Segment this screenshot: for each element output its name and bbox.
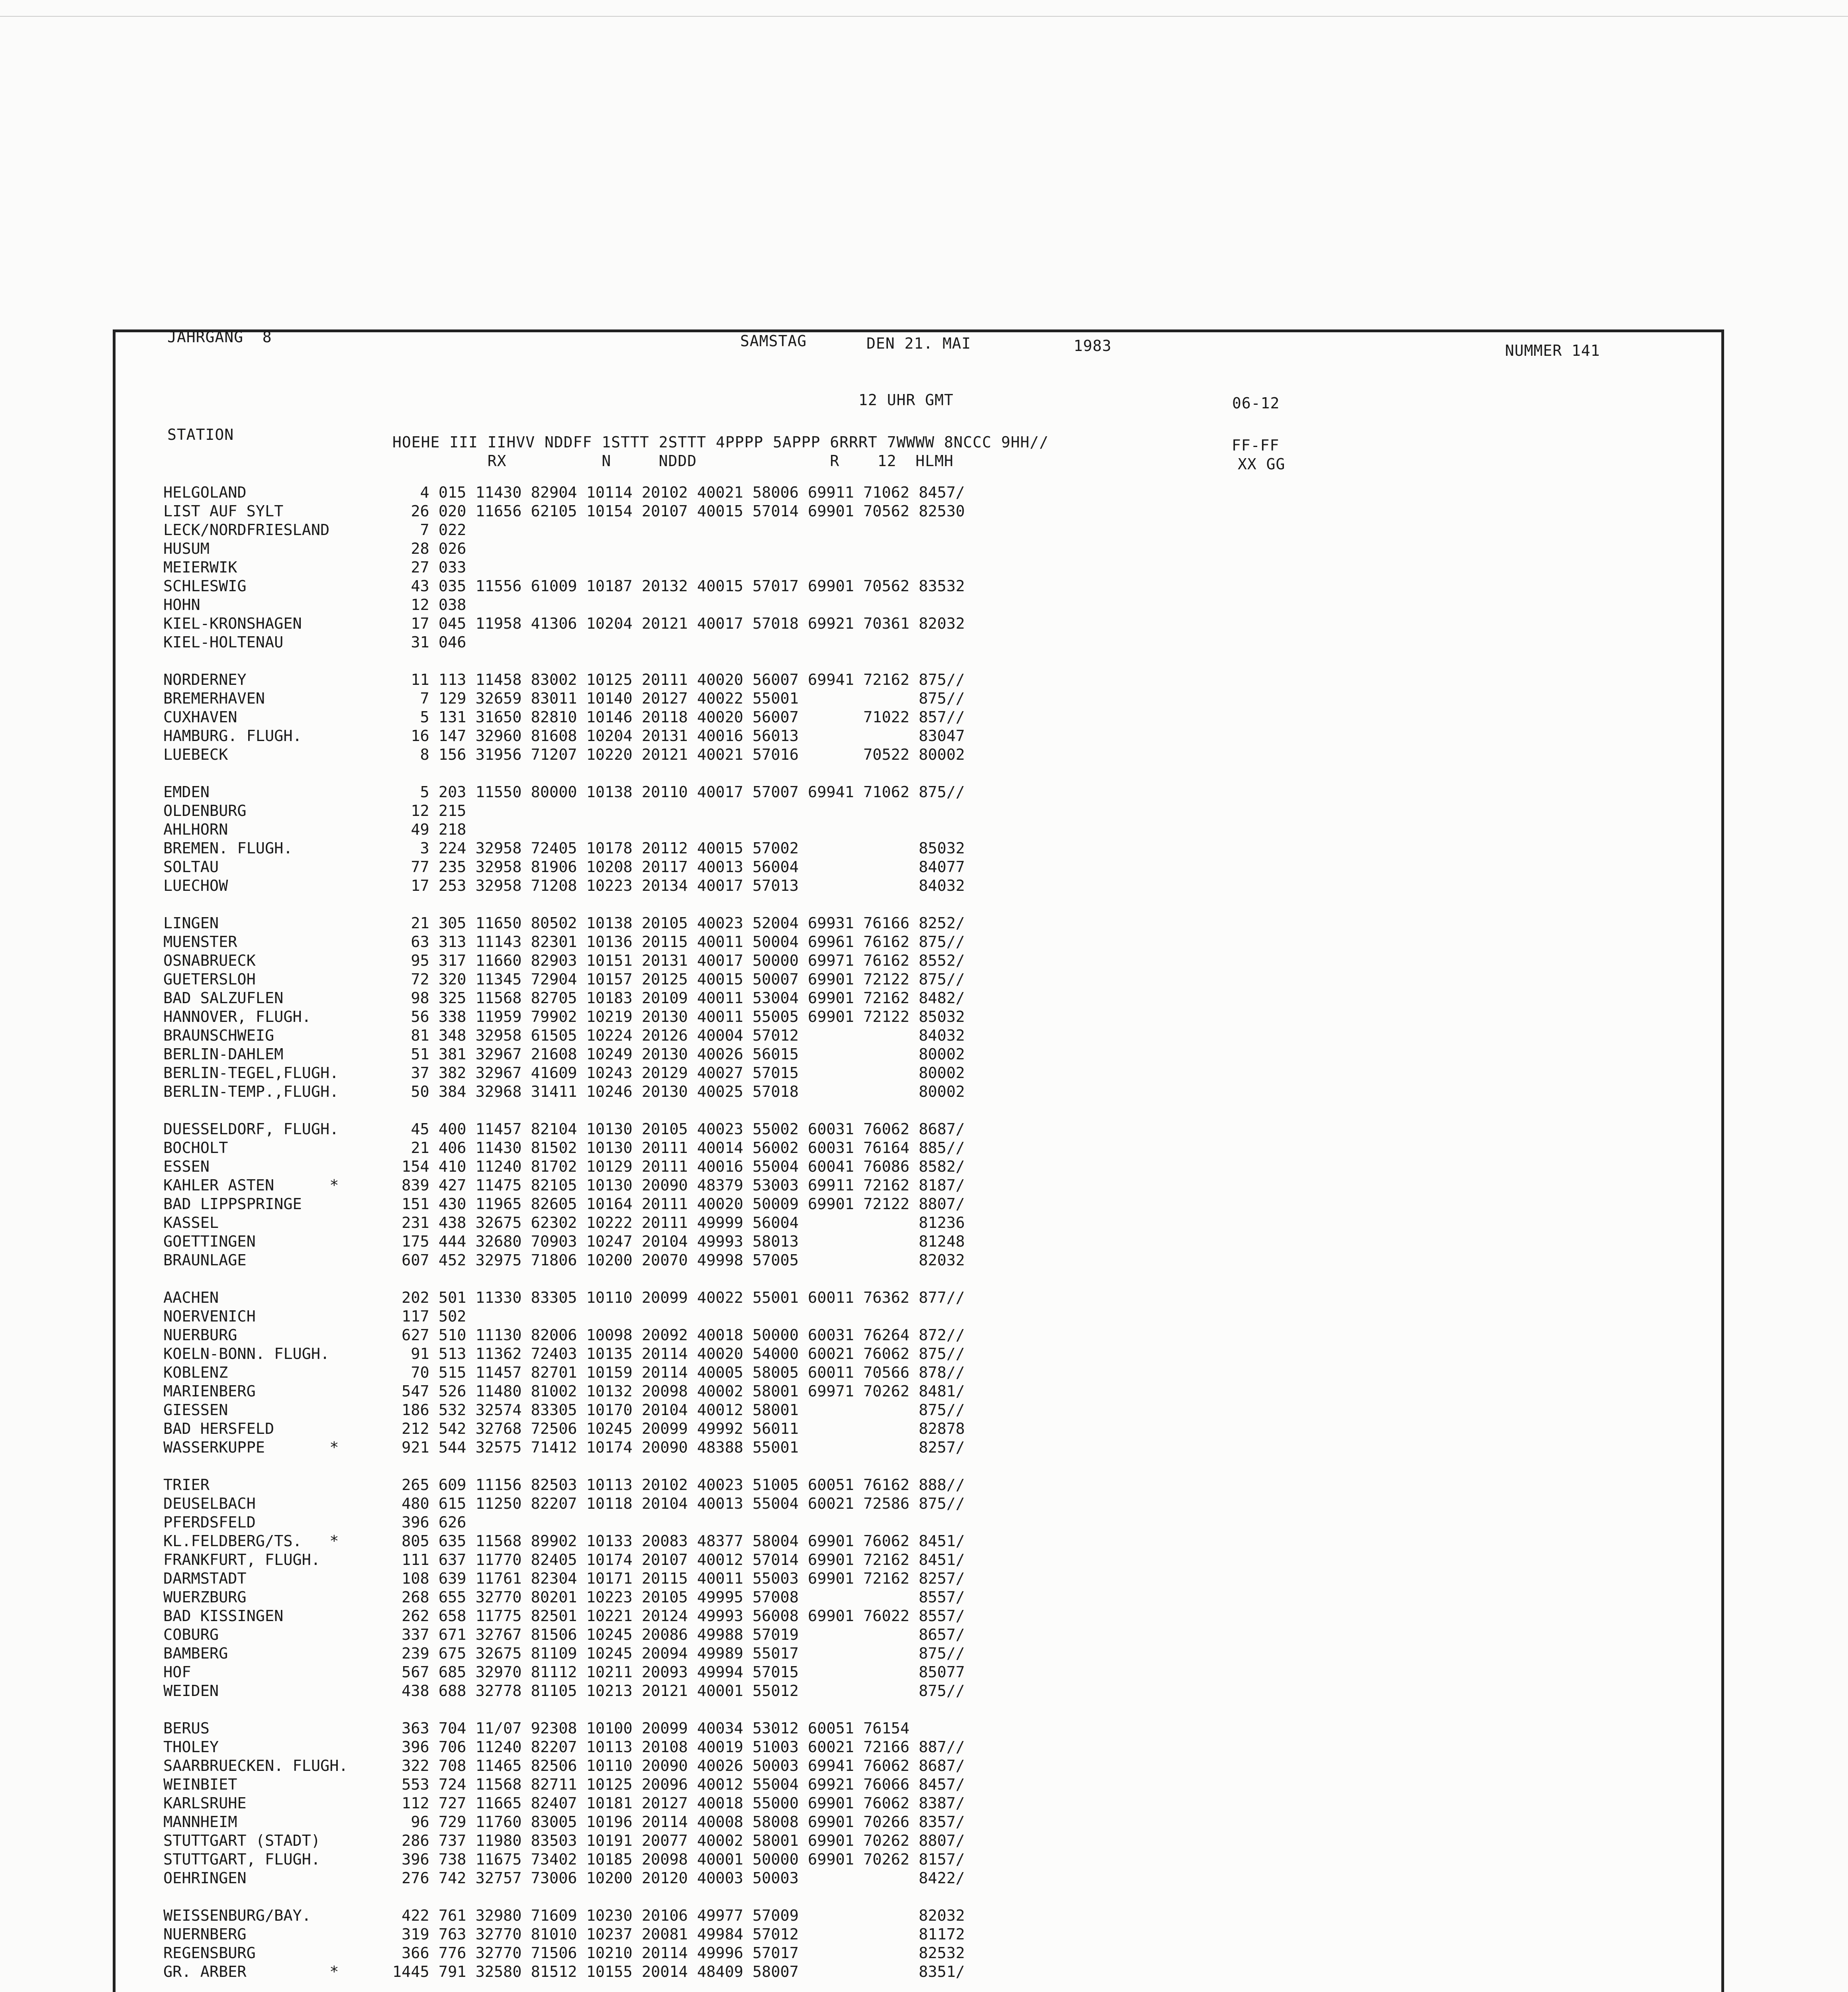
station-observation-codes: 4 015 11430 82904 10114 20102 40021 58006 69911 71062 8457/ bbox=[392, 484, 965, 502]
station-observation-codes: 21 305 11650 80502 10138 20105 40023 52004 69931 76166 8252/ bbox=[392, 914, 965, 932]
station-name: SCHLESWIG bbox=[163, 577, 247, 595]
station-name: WASSERKUPPE * bbox=[163, 1439, 339, 1457]
station-name: WEIDEN bbox=[163, 1682, 219, 1700]
station-name: BAD HERSFELD bbox=[163, 1420, 274, 1438]
station-observation-codes: 50 384 32968 31411 10246 20130 40025 57018 80002 bbox=[392, 1083, 965, 1101]
station-observation-codes: 396 738 11675 73402 10185 20098 40001 50000 69901 70262 8157/ bbox=[392, 1851, 965, 1868]
station-observation-codes: 154 410 11240 81702 10129 20111 40016 55004 60041 76086 8582/ bbox=[392, 1158, 965, 1176]
station-name: STUTTGART (STADT) bbox=[163, 1832, 321, 1850]
station-name: BAD LIPPSPRINGE bbox=[163, 1195, 302, 1213]
weekday-label: SAMSTAG bbox=[740, 332, 807, 350]
volume-label: JAHRGANG 8 bbox=[167, 328, 272, 346]
station-observation-codes: 91 513 11362 72403 10135 20114 40020 54000 60021 76062 875// bbox=[392, 1345, 965, 1363]
station-name: SAARBRUECKEN. FLUGH. bbox=[163, 1757, 348, 1775]
station-name: NUERBURG bbox=[163, 1326, 237, 1344]
station-name: DEUSELBACH bbox=[163, 1495, 256, 1513]
station-name: MEIERWIK bbox=[163, 559, 237, 576]
station-observation-codes: 49 218 bbox=[392, 821, 466, 839]
station-name: KIEL-KRONSHAGEN bbox=[163, 615, 302, 633]
station-name: GOETTINGEN bbox=[163, 1233, 256, 1251]
date-label: DEN 21. MAI bbox=[866, 335, 971, 352]
station-observation-codes: 98 325 11568 82705 10183 20109 40011 53004 69901 72162 8482/ bbox=[392, 989, 965, 1007]
station-name: PFERDSFELD bbox=[163, 1514, 256, 1531]
station-name: KARLSRUHE bbox=[163, 1794, 247, 1812]
station-name: MARIENBERG bbox=[163, 1382, 256, 1400]
station-observation-codes: 63 313 11143 82301 10136 20115 40011 50004 69961 76162 875// bbox=[392, 933, 965, 951]
station-observation-codes: 12 215 bbox=[392, 802, 466, 820]
station-name: NUERNBERG bbox=[163, 1925, 247, 1943]
station-observation-codes: 28 026 bbox=[392, 540, 466, 558]
station-observation-codes: 16 147 32960 81608 10204 20131 40016 56013 83047 bbox=[392, 727, 965, 745]
station-name: WUERZBURG bbox=[163, 1588, 247, 1606]
station-name: LIST AUF SYLT bbox=[163, 502, 284, 520]
station-name: BREMERHAVEN bbox=[163, 690, 265, 708]
station-name: AHLHORN bbox=[163, 821, 228, 839]
station-observation-codes: 480 615 11250 82207 10118 20104 40013 55004 60021 72586 875// bbox=[392, 1495, 965, 1513]
station-observation-codes: 268 655 32770 80201 10223 20105 49995 57008 8557/ bbox=[392, 1588, 965, 1606]
station-name: LUECHOW bbox=[163, 877, 228, 895]
station-observation-codes: 1445 791 32580 81512 10155 20014 48409 58007 8351/ bbox=[392, 1963, 965, 1981]
wind-gust-subheader: XX GG bbox=[1238, 455, 1286, 473]
station-name: STUTTGART, FLUGH. bbox=[163, 1851, 321, 1868]
station-name: LUEBECK bbox=[163, 746, 228, 764]
station-name: LINGEN bbox=[163, 914, 219, 932]
station-name: THOLEY bbox=[163, 1738, 219, 1756]
wind-gust-header: FF-FF bbox=[1232, 437, 1280, 454]
station-observation-codes: 396 626 bbox=[392, 1514, 466, 1531]
station-observation-codes: 96 729 11760 83005 10196 20114 40008 58008 69901 70266 8357/ bbox=[392, 1813, 965, 1831]
station-observation-codes: 117 502 bbox=[392, 1308, 466, 1325]
station-observation-codes: 81 348 32958 61505 10224 20126 40004 57012 84032 bbox=[392, 1027, 965, 1045]
station-observation-codes: 95 317 11660 82903 10151 20131 40017 50000 69971 76162 8552/ bbox=[392, 952, 965, 970]
station-name: NORDERNEY bbox=[163, 671, 247, 689]
station-name: LECK/NORDFRIESLAND bbox=[163, 521, 330, 539]
station-name: HELGOLAND bbox=[163, 484, 247, 502]
station-observation-codes: 186 532 32574 83305 10170 20104 40012 58001 875// bbox=[392, 1401, 965, 1419]
station-observation-codes: 231 438 32675 62302 10222 20111 49999 56004 81236 bbox=[392, 1214, 965, 1232]
station-name: WEISSENBURG/BAY. bbox=[163, 1907, 311, 1925]
station-name: KL.FELDBERG/TS. * bbox=[163, 1532, 339, 1550]
station-observation-codes: 77 235 32958 81906 10208 20117 40013 56004 84077 bbox=[392, 858, 965, 876]
station-observation-codes: 45 400 11457 82104 10130 20105 40023 55002 60031 76062 8687/ bbox=[392, 1120, 965, 1138]
station-observation-codes: 27 033 bbox=[392, 559, 466, 576]
station-observation-codes: 17 045 11958 41306 10204 20121 40017 57018 69921 70361 82032 bbox=[392, 615, 965, 633]
station-name: BREMEN. FLUGH. bbox=[163, 839, 293, 857]
station-name: OEHRINGEN bbox=[163, 1869, 247, 1887]
station-observation-codes: 567 685 32970 81112 10211 20093 49994 57015 85077 bbox=[392, 1663, 965, 1681]
station-observation-codes: 111 637 11770 82405 10174 20107 40012 57014 69901 72162 8451/ bbox=[392, 1551, 965, 1569]
period-label: 06-12 bbox=[1232, 394, 1280, 412]
station-name: BERUS bbox=[163, 1719, 210, 1737]
station-name: FRANKFURT, FLUGH. bbox=[163, 1551, 321, 1569]
station-observation-codes: 239 675 32675 81109 10245 20094 49989 55017 875// bbox=[392, 1645, 965, 1663]
station-observation-codes: 438 688 32778 81105 10213 20121 40001 55012 875// bbox=[392, 1682, 965, 1700]
station-observation-codes: 422 761 32980 71609 10230 20106 49977 57009 82032 bbox=[392, 1907, 965, 1925]
station-observation-codes: 17 253 32958 71208 10223 20134 40017 57013 84032 bbox=[392, 877, 965, 895]
station-name: BOCHOLT bbox=[163, 1139, 228, 1157]
station-observation-codes: 322 708 11465 82506 10110 20090 40026 50003 69941 76062 8687/ bbox=[392, 1757, 965, 1775]
station-observation-codes: 553 724 11568 82711 10125 20096 40012 55004 69921 76066 8457/ bbox=[392, 1776, 965, 1794]
station-observation-codes: 319 763 32770 81010 10237 20081 49984 57012 81172 bbox=[392, 1925, 965, 1943]
station-name: ESSEN bbox=[163, 1158, 210, 1176]
station-name: KASSEL bbox=[163, 1214, 219, 1232]
code-column-subheaders: RX N NDDD R 12 HLMH bbox=[392, 452, 954, 470]
station-observation-codes: 151 430 11965 82605 10164 20111 40020 50009 69901 72122 8807/ bbox=[392, 1195, 965, 1213]
station-name: EMDEN bbox=[163, 783, 210, 801]
station-name: GUETERSLOH bbox=[163, 971, 256, 988]
station-name: HANNOVER, FLUGH. bbox=[163, 1008, 311, 1026]
code-column-headers: HOEHE III IIHVV NDDFF 1STTT 2STTT 4PPPP 5APPP 6RRRT 7WWWW 8NCCC 9HH// bbox=[392, 433, 1049, 451]
station-observation-codes: 112 727 11665 82407 10181 20127 40018 55000 69901 76062 8387/ bbox=[392, 1794, 965, 1812]
station-observation-codes: 396 706 11240 82207 10113 20108 40019 51003 60021 72166 887// bbox=[392, 1738, 965, 1756]
station-observation-codes: 547 526 11480 81002 10132 20098 40002 58001 69971 70262 8481/ bbox=[392, 1382, 965, 1400]
station-name: OLDENBURG bbox=[163, 802, 247, 820]
station-observation-codes: 37 382 32967 41609 10243 20129 40027 57015 80002 bbox=[392, 1064, 965, 1082]
station-observation-codes: 11 113 11458 83002 10125 20111 40020 56007 69941 72162 875// bbox=[392, 671, 965, 689]
station-observation-codes: 366 776 32770 71506 10210 20114 49996 57017 82532 bbox=[392, 1944, 965, 1962]
station-name: BAD SALZUFLEN bbox=[163, 989, 284, 1007]
station-name: AACHEN bbox=[163, 1289, 219, 1307]
station-observation-codes: 21 406 11430 81502 10130 20111 40014 56002 60031 76164 885// bbox=[392, 1139, 965, 1157]
station-observation-codes: 7 129 32659 83011 10140 20127 40022 55001 875// bbox=[392, 690, 965, 708]
station-observation-codes: 51 381 32967 21608 10249 20130 40026 56015 80002 bbox=[392, 1045, 965, 1063]
station-name: BERLIN-TEMP.,FLUGH. bbox=[163, 1083, 339, 1101]
station-name: HUSUM bbox=[163, 540, 210, 558]
station-name: BRAUNSCHWEIG bbox=[163, 1027, 274, 1045]
station-observation-codes: 7 022 bbox=[392, 521, 466, 539]
year-label: 1983 bbox=[1074, 337, 1112, 355]
station-name: OSNABRUECK bbox=[163, 952, 256, 970]
station-name: NOERVENICH bbox=[163, 1308, 256, 1325]
station-name: KOBLENZ bbox=[163, 1364, 228, 1382]
station-observation-codes: 5 203 11550 80000 10138 20110 40017 57007 69941 71062 875// bbox=[392, 783, 965, 801]
station-name: CUXHAVEN bbox=[163, 708, 237, 726]
station-observation-codes: 5 131 31650 82810 10146 20118 40020 56007 71022 857// bbox=[392, 708, 965, 726]
station-name: COBURG bbox=[163, 1626, 219, 1644]
station-observation-codes: 3 224 32958 72405 10178 20112 40015 57002 85032 bbox=[392, 839, 965, 857]
station-name: MUENSTER bbox=[163, 933, 237, 951]
station-observation-codes: 607 452 32975 71806 10200 20070 49998 57005 82032 bbox=[392, 1251, 965, 1269]
station-name: WEINBIET bbox=[163, 1776, 237, 1794]
station-observation-codes: 265 609 11156 82503 10113 20102 40023 51005 60051 76162 888// bbox=[392, 1476, 965, 1494]
station-observation-codes: 262 658 11775 82501 10221 20124 49993 56008 69901 76022 8557/ bbox=[392, 1607, 965, 1625]
station-observation-codes: 276 742 32757 73006 10200 20120 40003 50003 8422/ bbox=[392, 1869, 965, 1887]
station-observation-codes: 56 338 11959 79902 10219 20130 40011 55005 69901 72122 85032 bbox=[392, 1008, 965, 1026]
station-observation-codes: 363 704 11/07 92308 10100 20099 40034 53012 60051 76154 bbox=[392, 1719, 910, 1737]
station-name: GIESSEN bbox=[163, 1401, 228, 1419]
observation-time: 12 UHR GMT bbox=[858, 391, 954, 409]
station-name: MANNHEIM bbox=[163, 1813, 237, 1831]
station-observation-codes: 31 046 bbox=[392, 633, 466, 651]
station-observation-codes: 202 501 11330 83305 10110 20099 40022 55001 60011 76362 877// bbox=[392, 1289, 965, 1307]
station-observation-codes: 337 671 32767 81506 10245 20086 49988 57019 8657/ bbox=[392, 1626, 965, 1644]
scan-edge-top bbox=[0, 0, 1848, 17]
station-name: KAHLER ASTEN * bbox=[163, 1176, 339, 1194]
station-observation-codes: 70 515 11457 82701 10159 20114 40005 58005 60011 70566 878// bbox=[392, 1364, 965, 1382]
station-observation-codes: 12 038 bbox=[392, 596, 466, 614]
station-name: REGENSBURG bbox=[163, 1944, 256, 1962]
station-name: DUESSELDORF, FLUGH. bbox=[163, 1120, 339, 1138]
station-name: BERLIN-DAHLEM bbox=[163, 1045, 284, 1063]
station-observation-codes: 43 035 11556 61009 10187 20132 40015 57017 69901 70562 83532 bbox=[392, 577, 965, 595]
station-name: HOHN bbox=[163, 596, 200, 614]
station-observation-codes: 839 427 11475 82105 10130 20090 48379 53003 69911 72162 8187/ bbox=[392, 1176, 965, 1194]
station-column-header: STATION bbox=[167, 426, 234, 443]
station-observation-codes: 8 156 31956 71207 10220 20121 40021 57016 70522 80002 bbox=[392, 746, 965, 764]
station-name: TRIER bbox=[163, 1476, 210, 1494]
station-name: DARMSTADT bbox=[163, 1570, 247, 1588]
station-name: BERLIN-TEGEL,FLUGH. bbox=[163, 1064, 339, 1082]
station-name: KIEL-HOLTENAU bbox=[163, 633, 284, 651]
station-observation-codes: 108 639 11761 82304 10171 20115 40011 55003 69901 72162 8257/ bbox=[392, 1570, 965, 1588]
station-name: HAMBURG. FLUGH. bbox=[163, 727, 302, 745]
station-observation-codes: 286 737 11980 83503 10191 20077 40002 58001 69901 70262 8807/ bbox=[392, 1832, 965, 1850]
station-observation-codes: 627 510 11130 82006 10098 20092 40018 50000 60031 76264 872// bbox=[392, 1326, 965, 1344]
station-observation-codes: 212 542 32768 72506 10245 20099 49992 56011 82878 bbox=[392, 1420, 965, 1438]
station-name: GR. ARBER * bbox=[163, 1963, 339, 1981]
station-observation-codes: 26 020 11656 62105 10154 20107 40015 57014 69901 70562 82530 bbox=[392, 502, 965, 520]
station-observation-codes: 175 444 32680 70903 10247 20104 49993 58013 81248 bbox=[392, 1233, 965, 1251]
station-observation-codes: 72 320 11345 72904 10157 20125 40015 50007 69901 72122 875// bbox=[392, 971, 965, 988]
station-observation-codes: 921 544 32575 71412 10174 20090 48388 55001 8257/ bbox=[392, 1439, 965, 1457]
station-observation-codes: 805 635 11568 89902 10133 20083 48377 58004 69901 76062 8451/ bbox=[392, 1532, 965, 1550]
station-name: BAD KISSINGEN bbox=[163, 1607, 284, 1625]
station-name: KOELN-BONN. FLUGH. bbox=[163, 1345, 330, 1363]
station-name: HOF bbox=[163, 1663, 191, 1681]
station-name: BRAUNLAGE bbox=[163, 1251, 247, 1269]
station-name: SOLTAU bbox=[163, 858, 219, 876]
issue-number: NUMMER 141 bbox=[1505, 342, 1600, 359]
station-name: BAMBERG bbox=[163, 1645, 228, 1663]
